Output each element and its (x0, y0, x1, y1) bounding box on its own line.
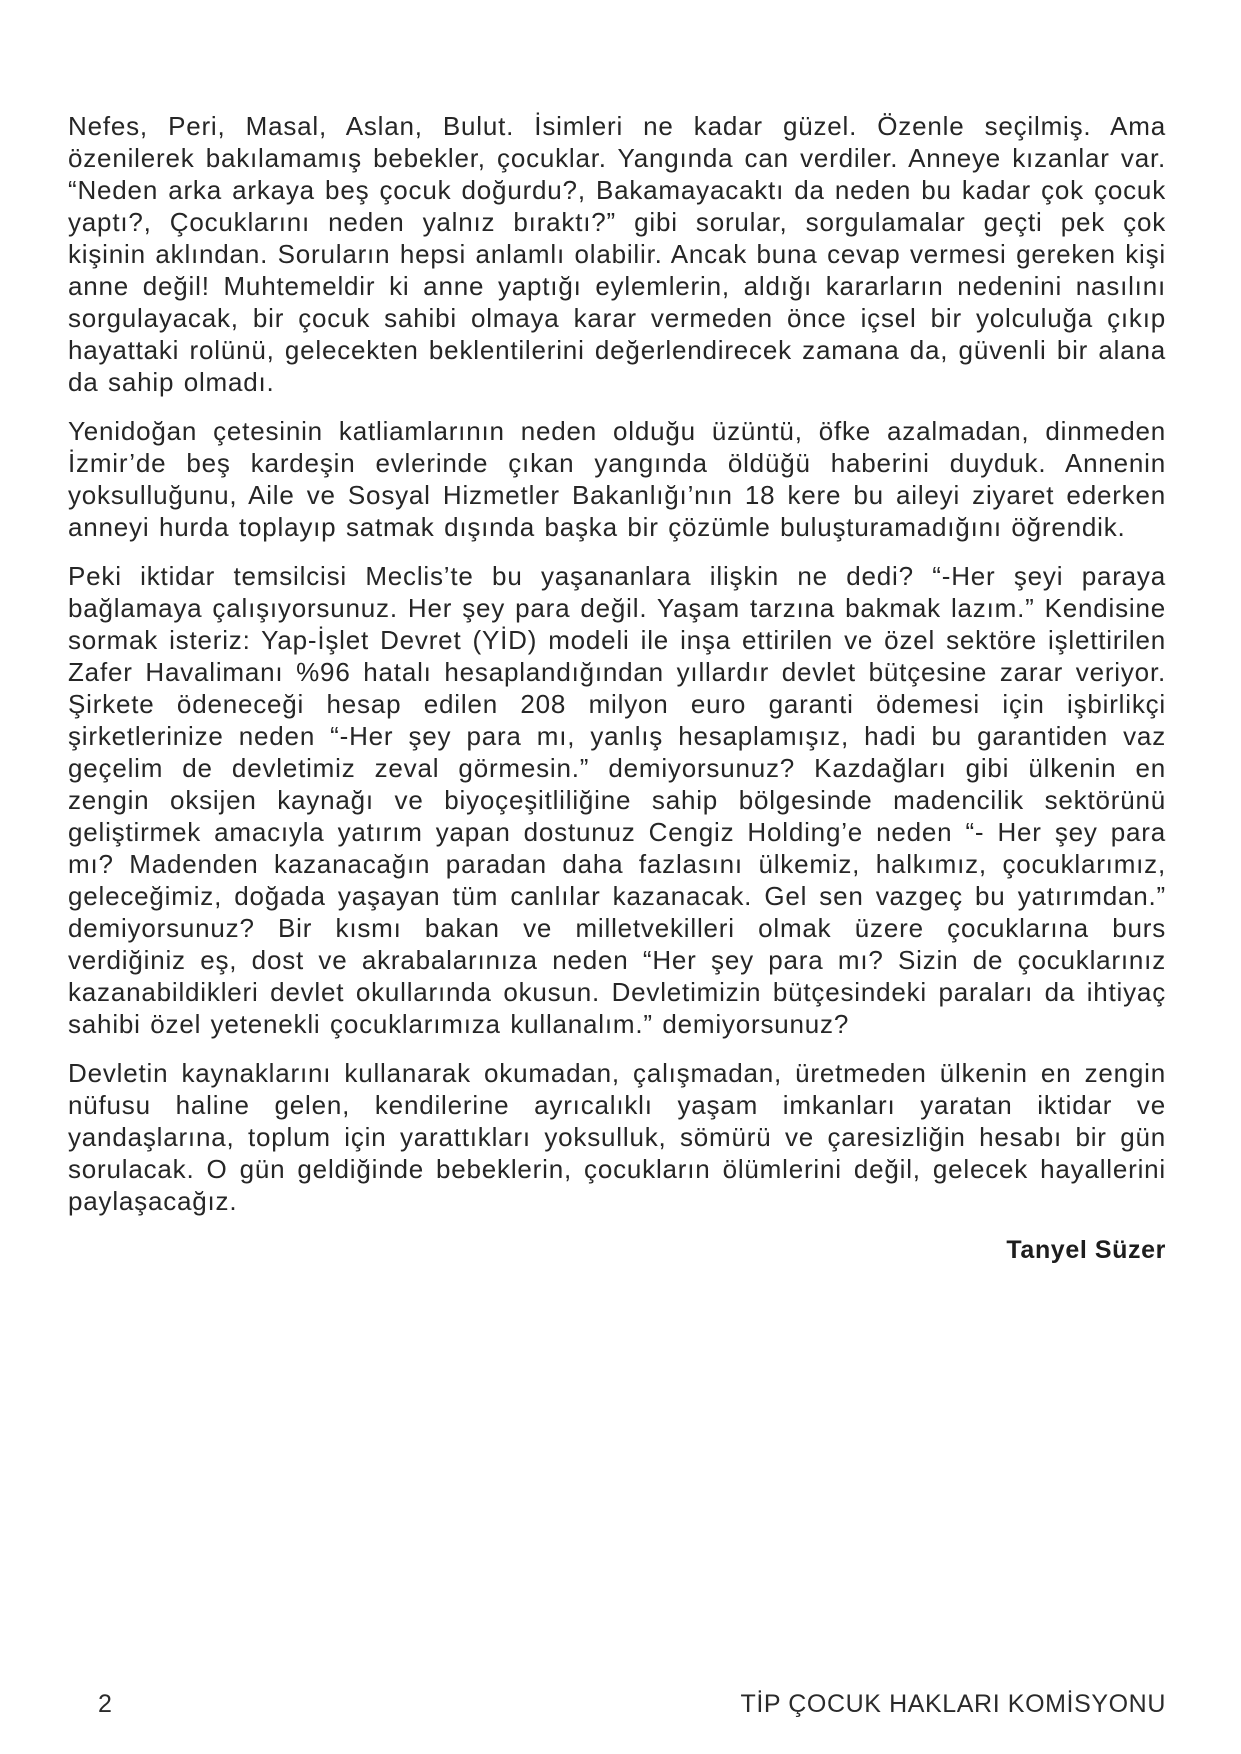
paragraph-1: Nefes, Peri, Masal, Aslan, Bulut. İsimleri ne kadar güzel. Özenle seçilmiş. Ama özenilerek bakılamamış bebekler, çocuklar. Yangında can verdiler. Anneye kızanlar var. “Neden arka arkaya beş çocuk doğurdu?, Bakamayacaktı da neden bu kadar çok çocuk yaptı?, Çocuklarını neden yalnız bıraktı?” gibi sorular, sorgulamalar geçti pek çok kişinin aklından. Soruların hepsi anlamlı olabilir. Ancak buna cevap vermesi gereken kişi anne değil! Muhtemeldir ki anne yaptığı eylemlerin, aldığı kararların nedenini nasılını sorgulayacak, bir çocuk sahibi olmaya karar vermeden önce içsel bir yolculuğa çıkıp hayattaki rolünü, gelecekten beklentilerini değerlendirecek zamana da, güvenli bir alana da sahip olmadı. (68, 111, 1166, 397)
paragraph-4: Devletin kaynaklarını kullanarak okumadan, çalışmadan, üretmeden ülkenin en zengin nüfusu haline gelen, kendilerine ayrıcalıklı yaşam imkanları yaratan iktidar ve yandaşlarına, toplum için yarattıkları yoksulluk, sömürü ve çaresizliğin hesabı bir gün sorulacak. O gün geldiğinde bebeklerin, çocukların ölümlerini değil, gelecek hayallerini paylaşacağız. (68, 1058, 1166, 1216)
article-body (68, 110, 1166, 1266)
page-number: 2 (98, 1690, 113, 1718)
author-signature: Tanyel Süzer (1006, 1236, 1166, 1264)
paragraph-3: Peki iktidar temsilcisi Meclis’te bu yaşananlara ilişkin ne dedi? “-Her şeyi paraya bağlamaya çalışıyorsunuz. Her şey para değil. Yaşam tarzına bakmak lazım.” Kendisine sormak isteriz: Yap-İşlet Devret (YİD) modeli ile inşa ettirilen ve özel sektöre işlettirilen Zafer Havalimanı %96 hatalı hesaplandığından yıllardır devlet bütçesine zarar veriyor. Şirkete ödeneceği hesap edilen 208 milyon euro garanti ödemesi için işbirlikçi şirketlerinize neden “-Her şey para mı, yanlış hesaplamışız, hadi bu garantiden vaz geçelim de devletimiz zeval görmesin.” demiyorsunuz? Kazdağları gibi ülkenin en zengin oksijen kaynağı ve biyoçeşitliliğine sahip bölgesinde madencilik sektörünü geliştirmek amacıyla yatırım yapan dostunuz Cengiz Holding’e neden “- Her şey para mı? Madenden kazanacağın paradan daha fazlasını ülkemiz, halkımız, çocuklarımız, geleceğimiz, doğada yaşayan tüm canlılar kazanacak. Gel sen vazgeç bu yatırımdan.” demiyorsunuz? Bir kısmı bakan ve milletvekilleri olmak üzere çocuklarına burs verdiğiniz eş, dost ve akrabalarınıza neden “Her şey para mı? Sizin de çocuklarınız kazanabildikleri devlet okullarında okusun. Devletimizin bütçesindeki paraları da ihtiyaç sahibi özel yetenekli çocuklarımıza kullanalım.” demiyorsunuz? (68, 561, 1166, 1039)
paragraph-2: Yenidoğan çetesinin katliamlarının neden olduğu üzüntü, öfke azalmadan, dinmeden İzmir’de beş kardeşin evlerinde çıkan yangında öldüğü haberini duyduk. Annenin yoksulluğunu, Aile ve Sosyal Hizmetler Bakanlığı’nın 18 kere bu aileyi ziyaret ederken anneyi hurda toplayıp satmak dışında başka bir çözümle buluşturamadığını öğrendik. (68, 416, 1166, 542)
page-footer (68, 1690, 1166, 1719)
footer-organization: TİP ÇOCUK HAKLARI KOMİSYONU (740, 1690, 1166, 1718)
